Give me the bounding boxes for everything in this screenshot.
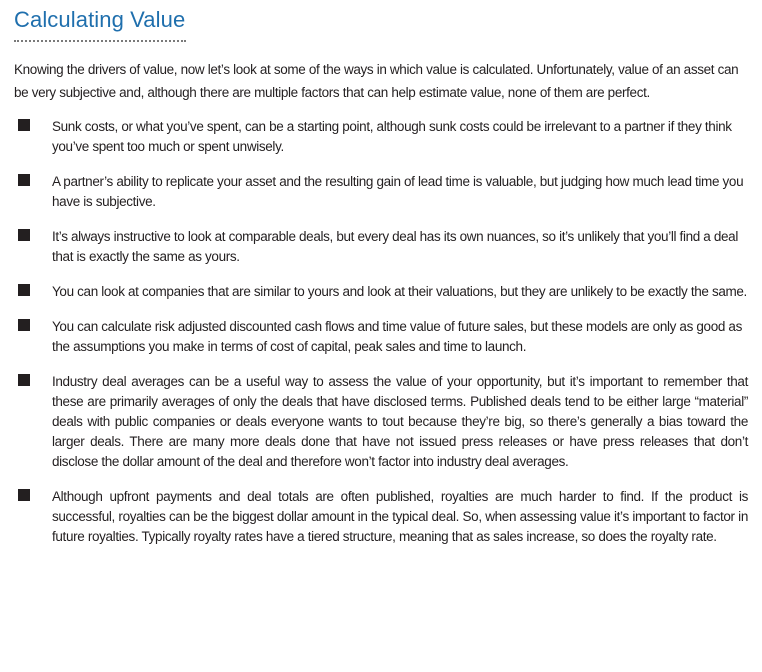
bullet-list (14, 117, 748, 547)
document-page (14, 0, 748, 562)
bullet-item-replication (14, 172, 748, 212)
bullet-text: Industry deal averages can be a useful way to assess the value of your opportunity, but it’s important to remember that these are primarily averages of only the deals that have disclosed terms. Published deals tend to be either large “material” deals with public companies or deals everyone wants to tout because they’re big, so there’s generally a bias toward the larger deals. There are many more deals done that have not issued press releases or have press releases that don’t disclose the dollar amount of the deal and therefore won’t factor into industry deal averages. (52, 374, 748, 469)
intro-paragraph: Knowing the drivers of value, now let’s look at some of the ways in which value is calculated. Unfortunately, value of an asset can be very subjective and, although there are multiple factors that can help estimate value, none of them are perfect. (14, 62, 739, 100)
square-bullet-icon (18, 489, 30, 501)
square-bullet-icon (18, 174, 30, 186)
bullet-item-discounted-cash-flows (14, 317, 748, 357)
square-bullet-icon (18, 229, 30, 241)
title-dotted-rule (14, 40, 186, 42)
bullet-item-sunk-costs (14, 117, 748, 157)
bullet-text: You can look at companies that are similar to yours and look at their valuations, but they are unlikely to be exactly the same. (52, 284, 747, 299)
square-bullet-icon (18, 119, 30, 131)
bullet-text: Sunk costs, or what you’ve spent, can be a starting point, although sunk costs could be irrelevant to a partner if they think you’ve spent too much or spent unwisely. (52, 119, 732, 154)
square-bullet-icon (18, 284, 30, 296)
bullet-text: A partner’s ability to replicate your asset and the resulting gain of lead time is valuable, but judging how much lead time you have is subjective. (52, 174, 744, 209)
square-bullet-icon (18, 319, 30, 331)
bullet-text: Although upfront payments and deal totals are often published, royalties are much harder to find. If the product is successful, royalties can be the biggest dollar amount in the typical deal. So, when assessing value it’s important to factor in future royalties. Typically royalty rates have a tiered structure, meaning that as sales increase, so does the royalty rate. (52, 489, 748, 544)
square-bullet-icon (18, 374, 30, 386)
bullet-item-royalties (14, 487, 748, 547)
bullet-text: You can calculate risk adjusted discounted cash flows and time value of future sales, but these models are only as good as the assumptions you make in terms of cost of capital, peak sales and time to launch. (52, 319, 742, 354)
bullet-item-comparable-deals (14, 227, 748, 267)
bullet-item-industry-averages (14, 372, 748, 472)
bullet-item-similar-companies (14, 282, 748, 302)
bullet-text: It’s always instructive to look at comparable deals, but every deal has its own nuances, so it’s unlikely that you’ll find a deal that is exactly the same as yours. (52, 229, 738, 264)
section-title: Calculating Value (14, 7, 186, 32)
